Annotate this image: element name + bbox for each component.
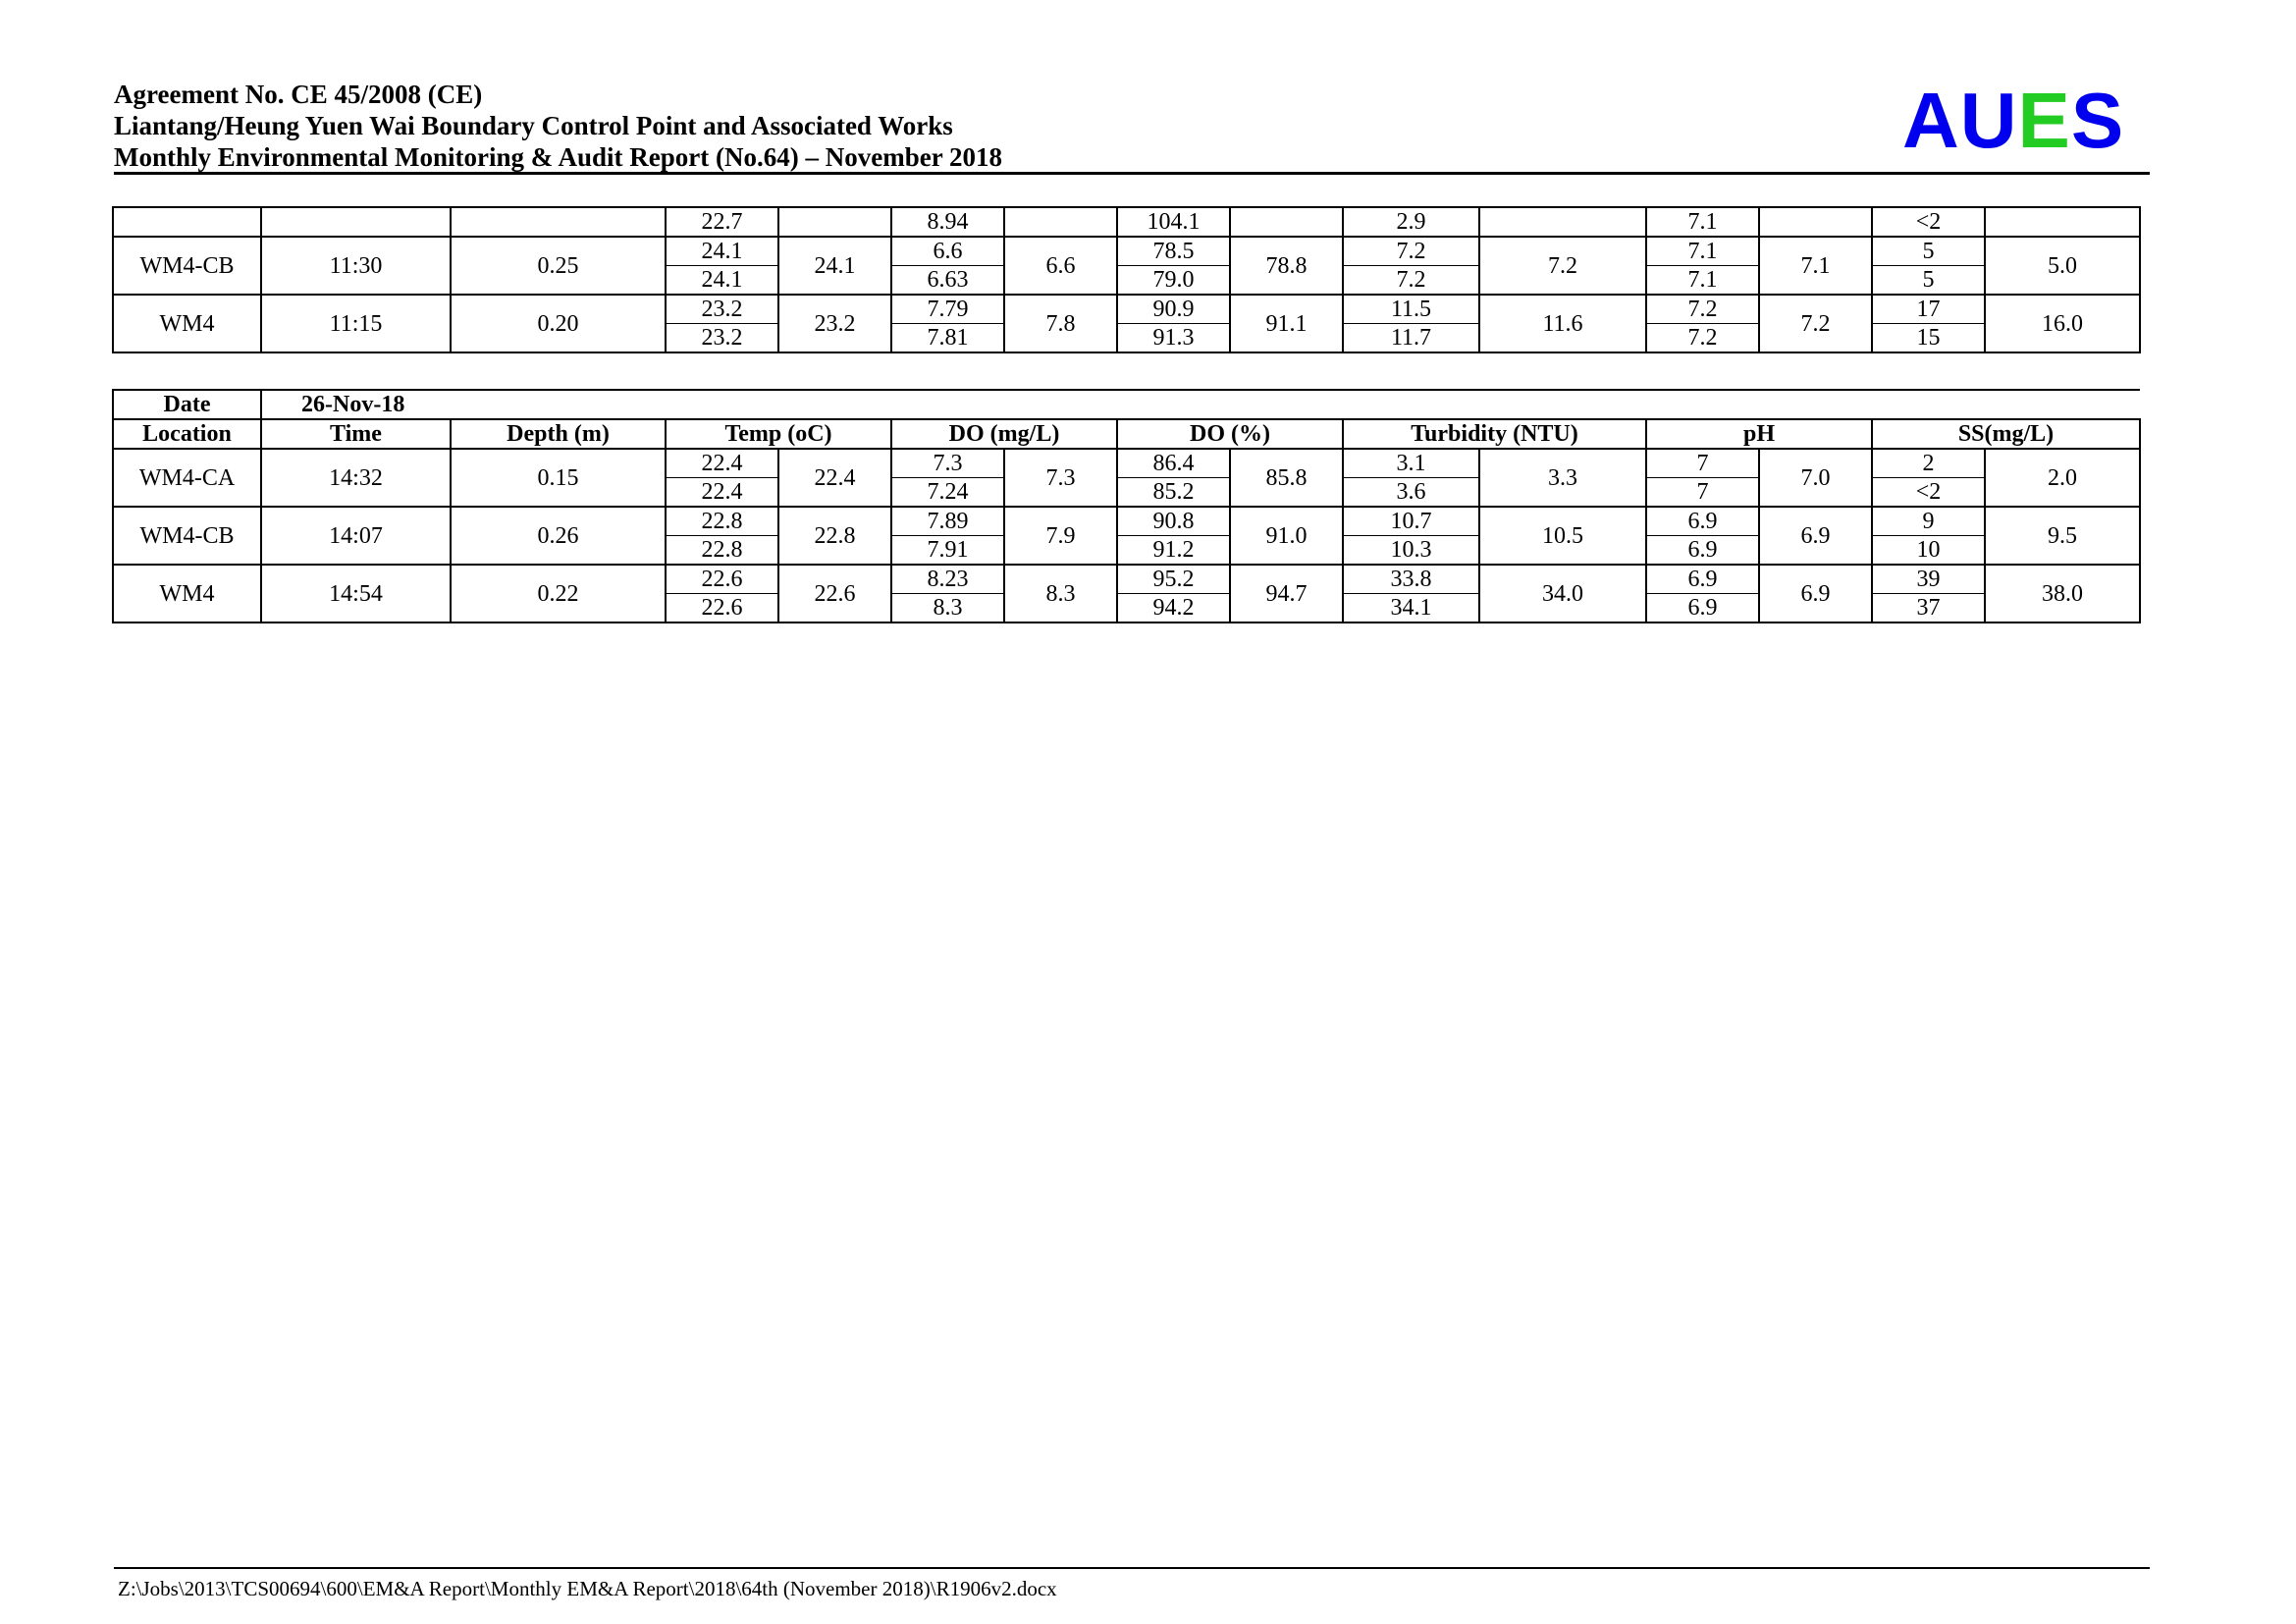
depth-cell: 0.26 [451, 507, 666, 565]
location-cell: WM4 [113, 295, 261, 352]
file-path: Z:\Jobs\2013\TCS00694\600\EM&A Report\Monthly EM&A Report\2018\64th (November 2018)\R1906v2.docx [118, 1577, 1057, 1600]
table-row: WM4-CB 11:30 0.25 24.1 24.1 6.6 6.6 78.5 78.8 7.2 7.2 7.1 7.1 5 5.0 [113, 237, 2140, 266]
table-row: 22.7 8.94 104.1 2.9 7.1 <2 [113, 207, 2140, 237]
monitoring-table-continued [112, 206, 2141, 353]
table-row: WM4 14:54 0.22 22.6 22.6 8.23 8.3 95.2 94.7 33.8 34.0 6.9 6.9 39 38.0 [113, 565, 2140, 594]
col-location: Location [113, 419, 261, 449]
time-cell: 14:07 [261, 507, 451, 565]
depth-cell: 0.20 [451, 295, 666, 352]
location-cell: WM4 [113, 565, 261, 623]
col-temp: Temp (oC) [666, 419, 891, 449]
col-do-mgl: DO (mg/L) [891, 419, 1117, 449]
col-do-pct: DO (%) [1117, 419, 1343, 449]
location-cell: WM4-CA [113, 449, 261, 507]
monitoring-table-26-nov [112, 389, 2141, 623]
table-row: 22.6 8.3 94.2 34.1 6.9 37 [113, 594, 2140, 623]
table-row: 23.2 7.81 91.3 11.7 7.2 15 [113, 324, 2140, 353]
agreement-number: Agreement No. CE 45/2008 (CE) [114, 80, 483, 109]
depth-cell: 0.22 [451, 565, 666, 623]
col-ss: SS(mg/L) [1872, 419, 2140, 449]
time-cell: 14:54 [261, 565, 451, 623]
project-title: Liantang/Heung Yuen Wai Boundary Control Point and Associated Works [114, 111, 953, 140]
depth-cell: 0.25 [451, 237, 666, 295]
table-row: 22.8 7.91 91.2 10.3 6.9 10 [113, 536, 2140, 566]
date-row [113, 390, 2140, 419]
table-row: WM4-CA 14:32 0.15 22.4 22.4 7.3 7.3 86.4 85.8 3.1 3.3 7 7.0 2 2.0 [113, 449, 2140, 478]
location-cell: WM4-CB [113, 507, 261, 565]
report-header [114, 79, 2150, 173]
table-row: 24.1 6.63 79.0 7.2 7.1 5 [113, 266, 2140, 296]
date-label: Date [113, 390, 261, 419]
footer-divider [114, 1567, 2150, 1569]
location-cell: WM4-CB [113, 237, 261, 295]
column-header-row [113, 419, 2140, 449]
date-value: 26-Nov-18 [261, 390, 2140, 419]
aues-logo: AUES [1902, 77, 2125, 164]
time-cell: 11:15 [261, 295, 451, 352]
depth-cell: 0.15 [451, 449, 666, 507]
col-ph: pH [1646, 419, 1872, 449]
time-cell: 14:32 [261, 449, 451, 507]
header-divider [114, 172, 2150, 175]
time-cell: 11:30 [261, 237, 451, 295]
col-time: Time [261, 419, 451, 449]
col-depth: Depth (m) [451, 419, 666, 449]
report-title: Monthly Environmental Monitoring & Audit Report (No.64) – November 2018 [114, 142, 1002, 172]
table-row: 22.4 7.24 85.2 3.6 7 <2 [113, 478, 2140, 508]
col-turbidity: Turbidity (NTU) [1343, 419, 1646, 449]
table-row: WM4-CB 14:07 0.26 22.8 22.8 7.89 7.9 90.8 91.0 10.7 10.5 6.9 6.9 9 9.5 [113, 507, 2140, 536]
table-row: WM4 11:15 0.20 23.2 23.2 7.79 7.8 90.9 91.1 11.5 11.6 7.2 7.2 17 16.0 [113, 295, 2140, 324]
